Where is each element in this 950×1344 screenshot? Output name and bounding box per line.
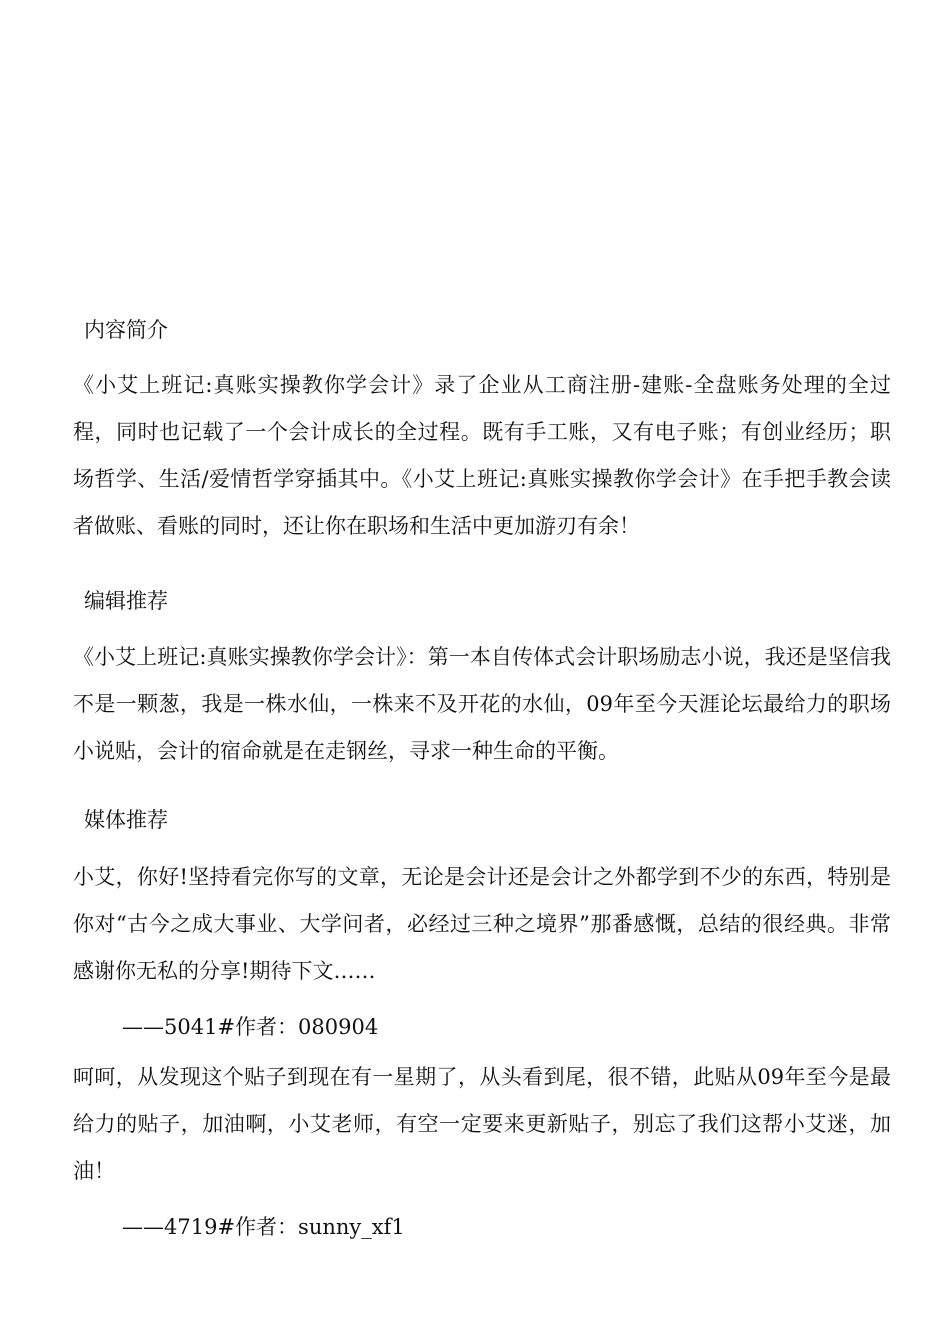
- section-heading-media: 媒体推荐: [84, 808, 168, 832]
- editor-paragraph: 《小艾上班记:真账实操教你学会计》：第一本自传体式会计职场励志小说，我还是坚信我不是一颗葱，我是一株水仙，一株来不及开花的水仙，09年至今天涯论坛最给力的职场小说贴，会计的宿命就是在走钢丝，寻求一种生命的平衡。: [73, 645, 891, 763]
- media-comment: 呵呵，从发现这个贴子到现在有一星期了，从头看到尾，很不错，此贴从09年至今是最给力的贴子，加油啊，小艾老师，有空一定要来更新贴子，别忘了我们这帮小艾迷，加油！: [73, 1065, 891, 1183]
- section-heading-intro: 内容简介: [84, 318, 168, 342]
- media-comment-signature: ——5041#作者：080904: [122, 1015, 379, 1039]
- media-comment: 小艾，你好!坚持看完你写的文章，无论是会计还是会计之外都学到不少的东西，特别是你对“古今之成大事业、大学问者，必经过三种之境界”那番感慨，总结的很经典。非常感谢你无私的分享!期待下文……: [73, 865, 891, 983]
- section-heading-editor: 编辑推荐: [84, 589, 168, 613]
- intro-paragraph: 《小艾上班记:真账实操教你学会计》录了企业从工商注册-建账-全盘账务处理的全过程，同时也记载了一个会计成长的全过程。既有手工账，又有电子账；有创业经历；职场哲学、生活/爱情哲学穿插其中。《小艾上班记:真账实操教你学会计》在手把手教会读者做账、看账的同时，还让你在职场和生活中更加游刃有余！: [73, 373, 891, 538]
- media-comment-signature: ——4719#作者：sunny_xf1: [122, 1215, 405, 1239]
